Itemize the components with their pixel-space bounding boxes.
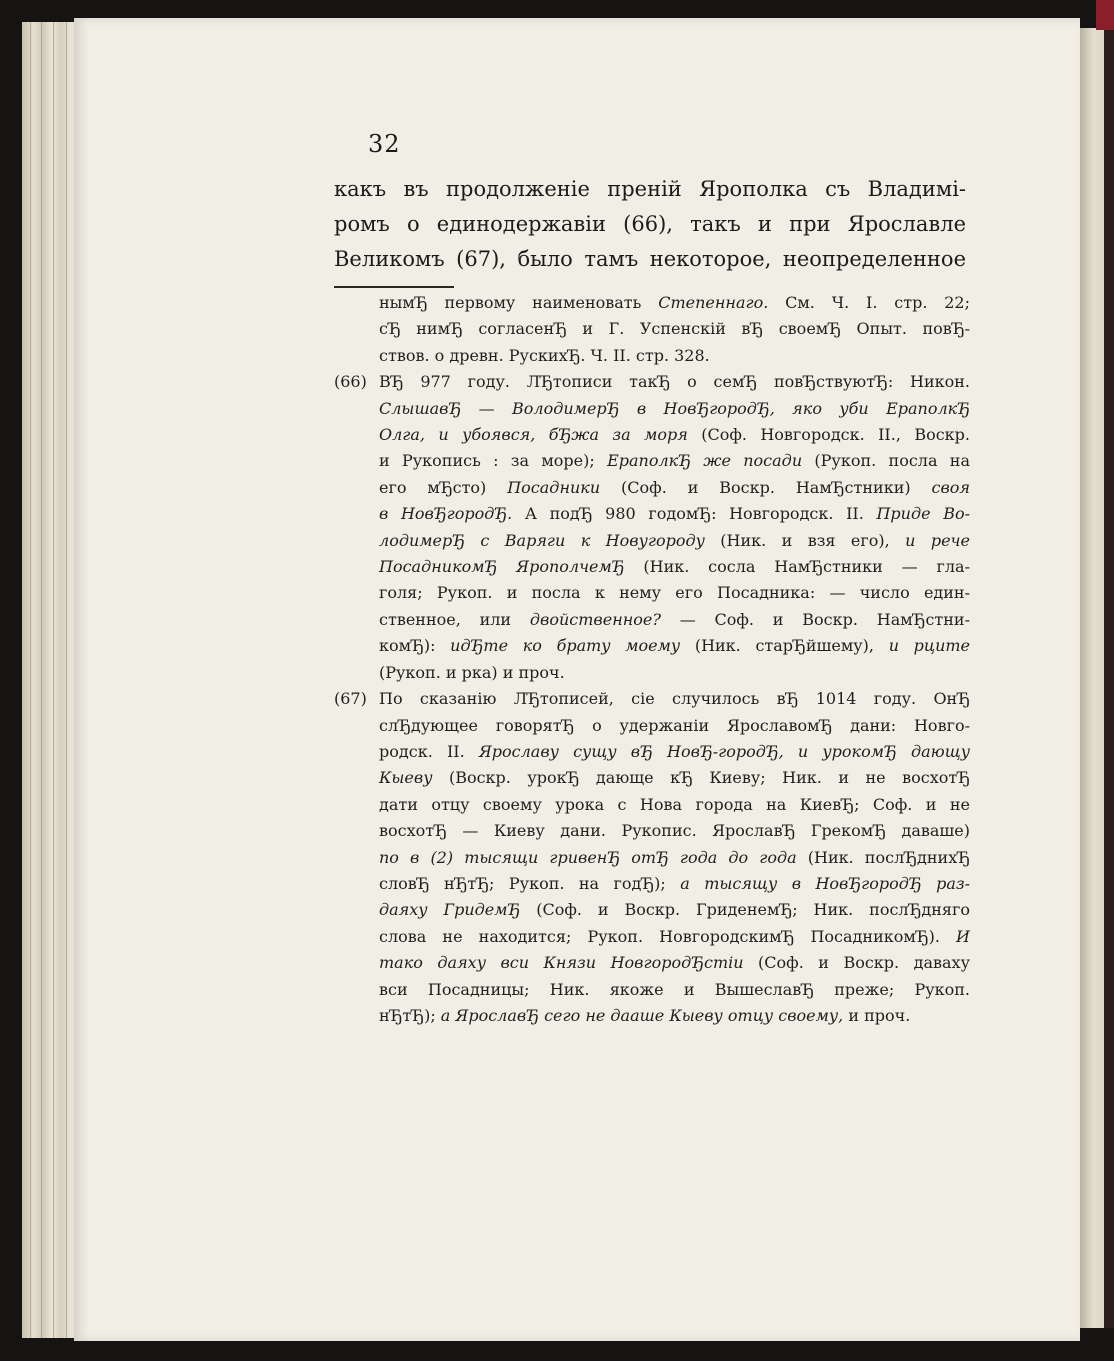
italic-segment: Ярославу сущу вЂ НовЂ-городЂ, и урокомЂ дающу bbox=[478, 741, 971, 761]
footnote-line bbox=[334, 369, 970, 395]
footnote-line bbox=[334, 818, 970, 844]
text-segment: (Ник. послЂднихЂ bbox=[796, 847, 970, 867]
text-segment: его мЂсто) bbox=[379, 477, 508, 497]
main-line: Великомъ (67), было тамъ некоторое, неопределенное bbox=[334, 247, 966, 271]
page-number: 32 bbox=[368, 130, 401, 158]
italic-segment: двойственное? bbox=[529, 609, 661, 629]
italic-segment: Приде Во- bbox=[876, 504, 970, 524]
italic-segment: тако даяху вси Князи НовгородЂстіи bbox=[379, 953, 744, 973]
footnote-line bbox=[334, 792, 970, 818]
text-segment: (Рукоп. посла на bbox=[802, 451, 970, 471]
footnote-line bbox=[334, 554, 970, 580]
italic-segment: Олга, и убоявся, бЂжа за моря bbox=[379, 425, 688, 445]
text-segment: (Ник. старЂйшему), bbox=[680, 636, 889, 656]
text-segment: А подЂ 980 годомЂ: Новгородск. II. bbox=[512, 504, 877, 524]
footnotes bbox=[334, 290, 970, 1029]
footnote-line bbox=[334, 845, 970, 871]
text-segment: сЂ нимЂ согласенЂ и Г. Успенскій вЂ своемЂ Опыт. повЂ- bbox=[379, 319, 970, 339]
footnote-line bbox=[334, 739, 970, 765]
footnote-line bbox=[334, 686, 970, 712]
footnote-line bbox=[334, 660, 970, 686]
italic-segment: даяху ГридемЂ bbox=[379, 900, 521, 920]
italic-segment: Кыеву bbox=[379, 768, 433, 788]
footnote-line bbox=[334, 475, 970, 501]
text-segment: (Соф. Новгородск. II., Воскр. bbox=[687, 425, 971, 445]
italic-segment: а ЯрославЂ сего не дааше Кыеву отцу своему, bbox=[440, 1005, 844, 1025]
text-segment: ВЂ 977 году. ЛЂтописи такЂ о семЂ повЂствуютЂ: Никон. bbox=[379, 372, 970, 392]
text-segment: (Соф. и Воскр. НамЂстники) bbox=[600, 477, 932, 497]
footnote-line bbox=[334, 422, 970, 448]
footnote-line bbox=[334, 580, 970, 606]
footnote-line bbox=[334, 897, 970, 923]
footnote-line bbox=[334, 1003, 970, 1029]
italic-segment: своя bbox=[931, 477, 971, 497]
text-segment: нымЂ первому наименовать bbox=[379, 293, 659, 312]
main-line: какъ въ продолженіе преній Ярополка съ Владимі- bbox=[334, 177, 966, 201]
footnote-line bbox=[334, 290, 970, 316]
text-segment: (Рукоп. и рка) и проч. bbox=[379, 662, 565, 682]
main-text bbox=[334, 172, 966, 277]
footnote-line bbox=[334, 501, 970, 527]
footnote-line bbox=[334, 950, 970, 976]
text-segment: комЂ): bbox=[379, 636, 451, 656]
book-page-edges bbox=[22, 22, 82, 1338]
footnote-line bbox=[334, 528, 970, 554]
text-segment: и проч. bbox=[843, 1005, 911, 1025]
footnote-line bbox=[334, 396, 970, 422]
text-segment: (Соф. и Воскр. ГриденемЂ; Ник. послЂдняго bbox=[520, 900, 970, 920]
text-segment: По сказанію ЛЂтописей, сіе случилось вЂ 1014 году. ОнЂ bbox=[379, 689, 970, 709]
text-segment: — Соф. и Воскр. НамЂстни- bbox=[660, 609, 971, 629]
next-page-edge bbox=[1080, 28, 1114, 1328]
text-segment: родск. II. bbox=[379, 741, 479, 761]
text-segment: слЂдующее говорятЂ о удержаніи ЯрославомЂ дани: Новго- bbox=[379, 715, 970, 735]
text-segment: (Ник. сосла НамЂстники — гла- bbox=[624, 557, 970, 577]
footnote-number: (66) bbox=[334, 372, 367, 392]
text-segment: слова не находится; Рукоп. НовгородскимЂ ПосадникомЂ). bbox=[379, 926, 957, 946]
italic-segment: Посадники bbox=[507, 477, 601, 497]
footnote-line bbox=[334, 713, 970, 739]
text-segment: (Соф. и Воскр. даваху bbox=[743, 953, 970, 973]
text-segment: нЂтЂ); bbox=[379, 1005, 441, 1025]
main-line: ромъ о единодержавіи (66), такъ и при Ярославле bbox=[334, 212, 966, 236]
bookmark-ribbon bbox=[1096, 0, 1114, 30]
italic-segment: и рците bbox=[888, 636, 971, 656]
italic-segment: а тысящу в НовЂгородЂ раз- bbox=[680, 873, 971, 893]
italic-segment: по в (2) тысящи гривенЂ отЂ года до года bbox=[379, 847, 797, 867]
footnote-line bbox=[334, 765, 970, 791]
text-segment: дати отцу своему урока с Нова города на КиевЂ; Соф. и не bbox=[379, 794, 970, 814]
footnote-line bbox=[334, 924, 970, 950]
text-segment: вси Посадницы; Ник. якоже и ВышеславЂ преже; Рукоп. bbox=[379, 979, 970, 999]
text-segment: (Воскр. урокЂ дающе кЂ Киеву; Ник. и не восхотЂ bbox=[432, 768, 970, 788]
text-segment: голя; Рукоп. и посла к нему его Посадника: — число един- bbox=[379, 583, 970, 603]
text-segment: См. Ч. I. стр. 22; bbox=[768, 293, 970, 312]
italic-segment: СлышавЂ — ВолодимерЂ в НовЂгородЂ, яко уби ЕраполкЂ bbox=[379, 398, 970, 418]
footnote-number: (67) bbox=[334, 689, 367, 709]
text-segment: (Ник. и взя его), bbox=[704, 530, 906, 550]
text-segment: словЂ нЂтЂ; Рукоп. на годЂ); bbox=[379, 873, 681, 893]
italic-segment: идЂте ко брату моему bbox=[450, 636, 681, 656]
text-segment: ственное, или bbox=[379, 609, 530, 629]
italic-segment: ПосадникомЂ ЯрополчемЂ bbox=[379, 557, 625, 577]
text-segment: ствов. о древн. РускихЂ. Ч. II. стр. 328. bbox=[379, 345, 710, 365]
text-segment: восхотЂ — Киеву дани. Рукопис. ЯрославЂ ГрекомЂ даваше) bbox=[379, 821, 970, 841]
footnote-line bbox=[334, 316, 970, 342]
italic-segment: Степеннаго. bbox=[658, 293, 769, 312]
footnote-line bbox=[334, 871, 970, 897]
footnote-line bbox=[334, 343, 970, 369]
italic-segment: И bbox=[956, 926, 970, 946]
footnote-line bbox=[334, 633, 970, 659]
text-segment: и Рукопись : за море); bbox=[379, 451, 608, 471]
italic-segment: ЕраполкЂ же посади bbox=[607, 451, 803, 471]
italic-segment: и рече bbox=[905, 530, 970, 550]
footnote-rule bbox=[334, 286, 454, 288]
italic-segment: в НовЂгородЂ. bbox=[379, 504, 513, 524]
footnote-line bbox=[334, 607, 970, 633]
footnote-line bbox=[334, 448, 970, 474]
footnote-line bbox=[334, 977, 970, 1003]
italic-segment: лодимерЂ с Варяги к Новугороду bbox=[379, 530, 705, 550]
